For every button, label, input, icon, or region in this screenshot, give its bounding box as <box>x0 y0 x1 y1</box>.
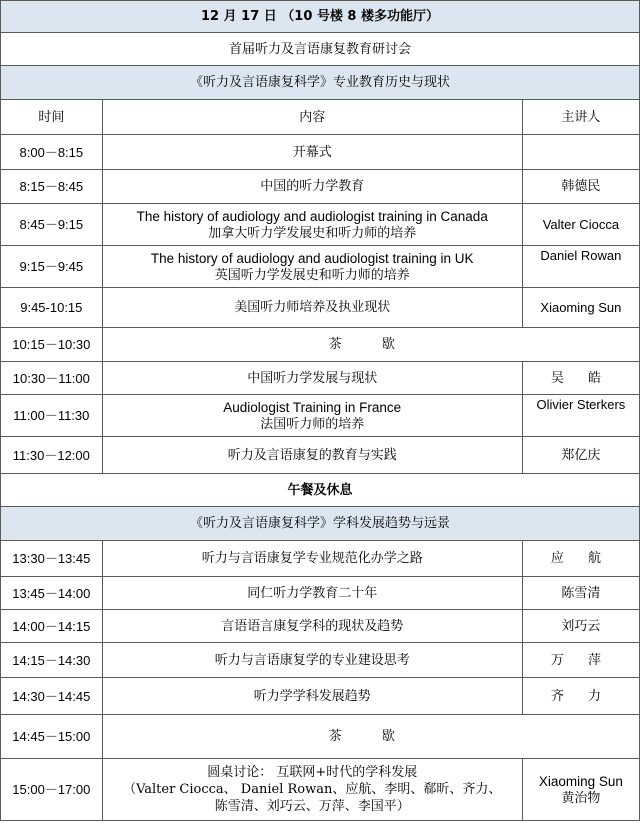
session-content-zh: 加拿大听力学发展史和听力师的培养 <box>208 225 417 241</box>
session-content: 中国听力学发展与现状 <box>102 362 522 395</box>
tea-break: 茶 歇 <box>102 328 639 362</box>
col-header-content: 内容 <box>102 100 522 135</box>
session-content: 中国的听力学教育 <box>102 170 522 204</box>
session-content: 听力与言语康复学专业规范化办学之路 <box>102 541 522 577</box>
table-row <box>1 610 640 643</box>
break-time: 14:45－15:00 <box>1 715 103 759</box>
session-speaker: 齐 力 <box>522 678 639 715</box>
table-row <box>1 759 640 821</box>
session-time: 11:00－11:30 <box>1 395 103 437</box>
session-speaker: Olivier Sterkers <box>522 395 639 437</box>
session-speaker: 万 萍 <box>522 643 639 678</box>
session-speaker: 刘巧云 <box>522 610 639 643</box>
session-speaker: 应 航 <box>522 541 639 577</box>
lunch-row <box>1 474 640 507</box>
session-content: 言语语言康复学科的现状及趋势 <box>102 610 522 643</box>
column-header-row <box>1 100 640 135</box>
table-row <box>1 328 640 362</box>
session-content: 听力学学科发展趋势 <box>102 678 522 715</box>
session-time: 8:00－8:15 <box>1 135 103 170</box>
session-time: 9:15－9:45 <box>1 246 103 288</box>
table-row <box>1 204 640 246</box>
table-row <box>1 678 640 715</box>
session-content <box>102 204 522 246</box>
session-content-zh: 英国听力学发展史和听力师的培养 <box>214 267 410 283</box>
session-content: 同仁听力学教育二十年 <box>102 577 522 610</box>
session-time: 8:15－8:45 <box>1 170 103 204</box>
date-venue: 12 月 17 日 （10 号楼 8 楼多功能厅） <box>1 1 640 33</box>
col-header-time: 时间 <box>1 100 103 135</box>
roundtable-content <box>102 759 522 821</box>
table-row <box>1 715 640 759</box>
session-time: 11:30－12:00 <box>1 437 103 474</box>
section2-header-row <box>1 507 640 541</box>
table-row <box>1 395 640 437</box>
session-content: 听力与言语康复学的专业建设思考 <box>102 643 522 678</box>
table-row <box>1 135 640 170</box>
roundtable-participants-2: 陈雪清、刘巧云、万萍、李国平） <box>214 799 410 814</box>
roundtable-participants-1: （Valter Ciocca、 Daniel Rowan、应航、李明、郗昕、齐力、 <box>123 782 502 797</box>
section1-title: 《听力及言语康复科学》专业教育历史与现状 <box>1 66 640 100</box>
session-content-zh: 法国听力师的培养 <box>260 416 365 432</box>
session-time: 14:15－14:30 <box>1 643 103 678</box>
session-time: 15:00－17:00 <box>1 759 103 821</box>
date-venue-row <box>1 1 640 33</box>
lunch-break: 午餐及休息 <box>1 474 640 507</box>
session-speaker: Xiaoming Sun <box>522 288 639 328</box>
table-row <box>1 362 640 395</box>
session-speaker: Valter Ciocca <box>522 204 639 246</box>
section1-header-row <box>1 66 640 100</box>
session-content: 听力及言语康复的教育与实践 <box>102 437 522 474</box>
table-row <box>1 643 640 678</box>
event-title: 首届听力及言语康复教育研讨会 <box>1 33 640 66</box>
session-content <box>102 246 522 288</box>
session-content <box>102 395 522 437</box>
session-content-en: The history of audiology and audiologist training in Canada <box>136 208 488 224</box>
session-speaker: Daniel Rowan <box>522 246 639 288</box>
session-speaker <box>522 759 639 821</box>
break-time: 10:15－10:30 <box>1 328 103 362</box>
table-row <box>1 246 640 288</box>
session-time: 9:45-10:15 <box>1 288 103 328</box>
table-row <box>1 288 640 328</box>
session-time: 8:45－9:15 <box>1 204 103 246</box>
session-content-en: The history of audiology and audiologist training in UK <box>150 250 474 266</box>
session-content-en: Audiologist Training in France <box>223 399 402 415</box>
table-row <box>1 437 640 474</box>
session-speaker: 陈雪清 <box>522 577 639 610</box>
table-row <box>1 577 640 610</box>
roundtable-topic: 圆桌讨论： 互联网+时代的学科发展 <box>207 765 418 780</box>
session-speaker: 吴 皓 <box>522 362 639 395</box>
table-row <box>1 541 640 577</box>
tea-break: 茶 歇 <box>102 715 639 759</box>
session-content: 美国听力师培养及执业现状 <box>102 288 522 328</box>
table-row <box>1 170 640 204</box>
session-speaker <box>522 135 639 170</box>
session-time: 10:30－11:00 <box>1 362 103 395</box>
session-speaker: 韩德民 <box>522 170 639 204</box>
section2-title: 《听力及言语康复科学》学科发展趋势与远景 <box>1 507 640 541</box>
session-time: 14:00－14:15 <box>1 610 103 643</box>
session-speaker: 郑亿庆 <box>522 437 639 474</box>
col-header-speaker: 主讲人 <box>522 100 639 135</box>
session-time: 13:30－13:45 <box>1 541 103 577</box>
moderator-1: Xiaoming Sun <box>538 773 623 789</box>
moderator-2: 黄治物 <box>561 790 601 806</box>
event-title-row <box>1 33 640 66</box>
session-time: 13:45－14:00 <box>1 577 103 610</box>
session-time: 14:30－14:45 <box>1 678 103 715</box>
session-content: 开幕式 <box>102 135 522 170</box>
